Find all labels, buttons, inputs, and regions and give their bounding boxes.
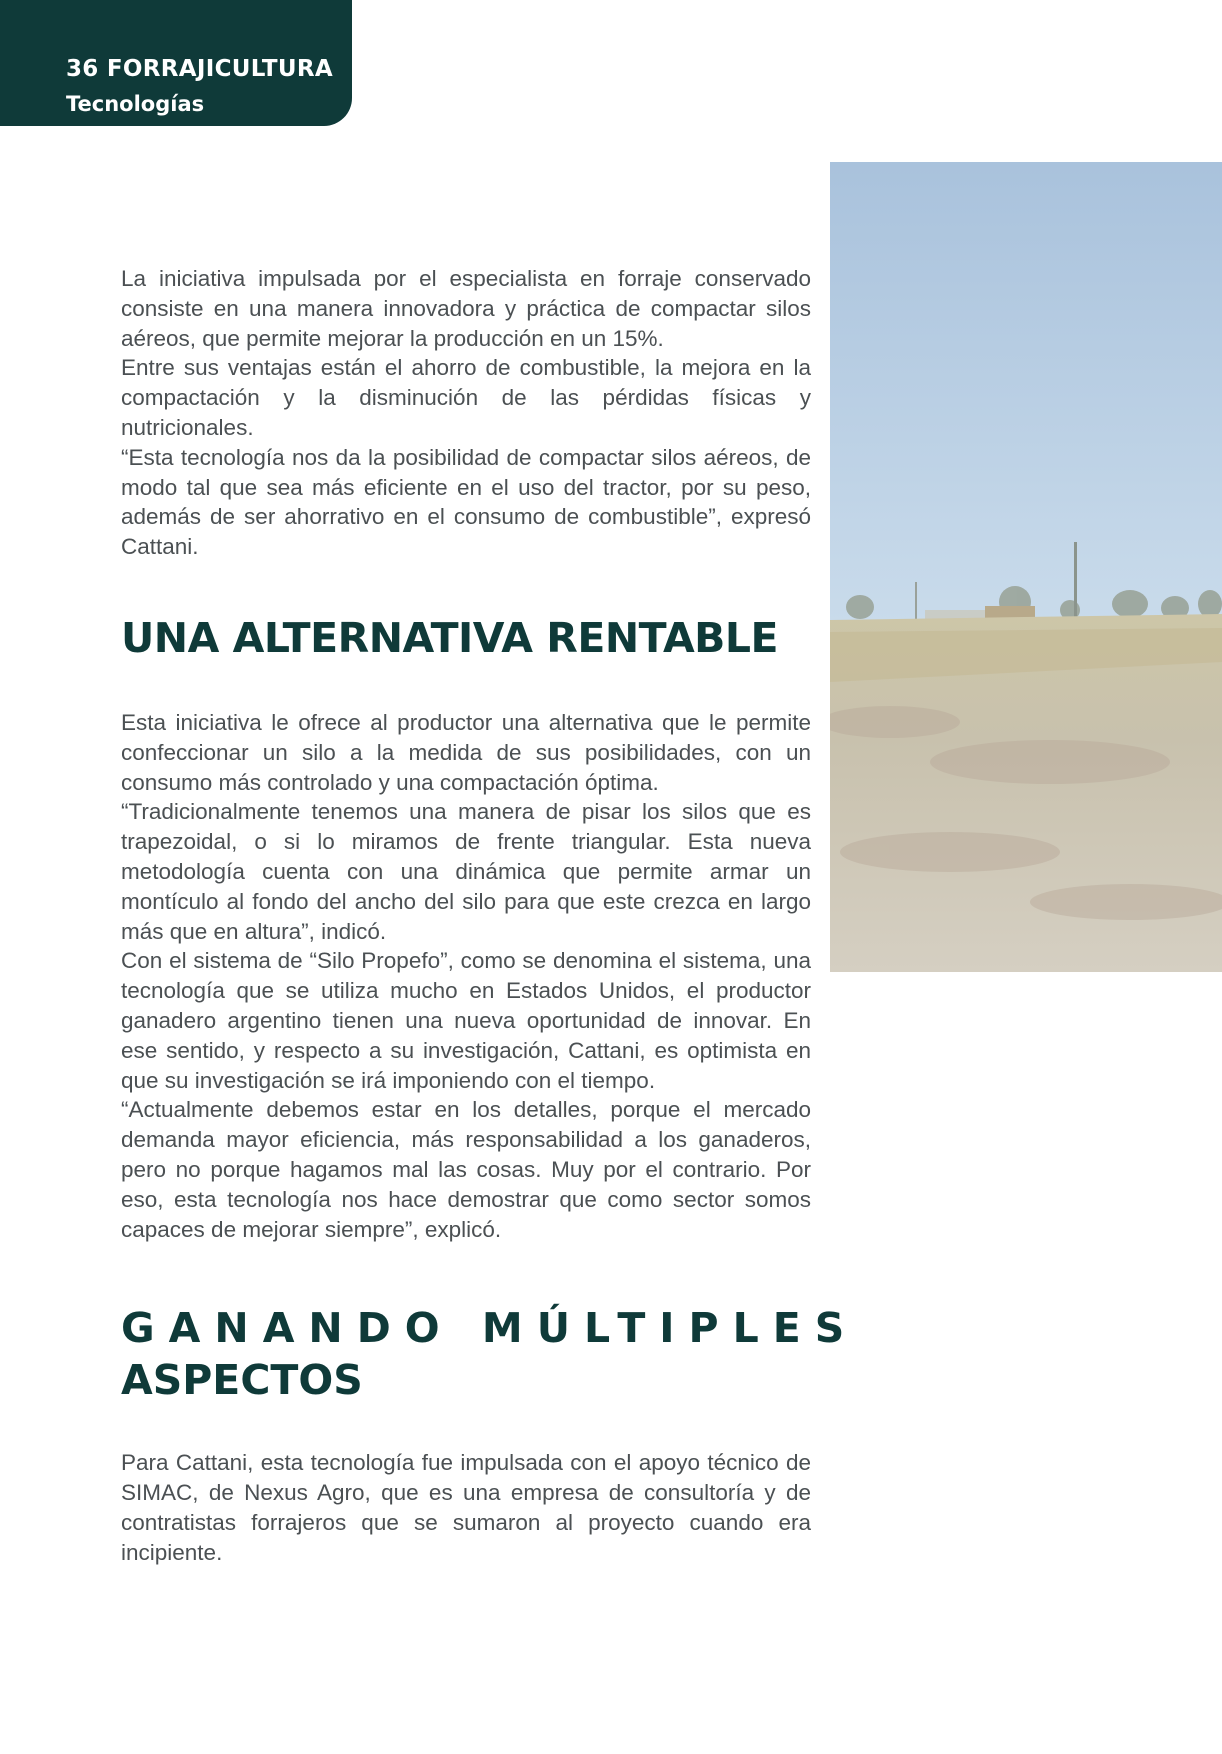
body-paragraph: “Tradicionalmente tenemos una manera de pisar los silos que es trapezoidal, o si lo miramos de frente triangular. Esta nueva metodología cuenta con una dinámica que permite armar un montículo al fondo del ancho del silo para que este crezca en largo más que en altura”, indicó. — [121, 799, 811, 944]
section-heading-ganando — [121, 1302, 859, 1406]
section-title: 36 FORRAJICULTURA — [66, 56, 333, 82]
body-paragraph: Para Cattani, esta tecnología fue impulsada con el apoyo técnico de SIMAC, de Nexus Agro, que es una empresa de consultoría y de contratistas forrajeros que se sumaron al proyecto cuando era incipiente. — [121, 1450, 811, 1565]
body-paragraph: Esta iniciativa le ofrece al productor una alternativa que le permite confeccionar un silo a la medida de sus posibilidades, con un consumo más controlado y una compactación óptima. — [121, 709, 811, 795]
section-heading-alternativa: UNA ALTERNATIVA RENTABLE — [121, 613, 779, 662]
heading-line-2: ASPECTOS — [121, 1356, 363, 1405]
intro-paragraph: “Esta tecnología nos da la posibilidad de compactar silos aéreos, de modo tal que sea más eficiente en el uso del tractor, por su peso, además de ser ahorrativo en el consumo de combustible”, expresó Cattani. — [121, 444, 811, 560]
heading-line-1: GANANDO MÚLTIPLES — [121, 1304, 859, 1353]
intro-paragraph: Entre sus ventajas están el ahorro de combustible, la mejora en la compactación y la disminución de las pérdidas físicas y nutricionales. — [121, 355, 811, 440]
body-paragraph: Con el sistema de “Silo Propefo”, como se denomina el sistema, una tecnología que se utiliza mucho en Estados Unidos, el productor ganadero argentino tienen una nueva oportunidad de innovar. En ese sentido, y respecto a su investigación, Cattani, es optimista en que su investigación se irá imponiendo con el tiempo. — [121, 948, 811, 1093]
article-body — [121, 264, 859, 1568]
body-paragraph: “Actualmente debemos estar en los detalles, porque el mercado demanda mayor eficiencia, más responsabilidad a los ganaderos, pero no porque hagamos mal las cosas. Muy por el contrario. Por eso, esta tecnología nos hace demostrar que como sector somos capaces de mejorar siempre”, explicó. — [121, 1097, 811, 1242]
intro-paragraph: La iniciativa impulsada por el especialista en forraje conservado consiste en una manera innovadora y práctica de compactar silos aéreos, que permite mejorar la producción en un 15%. — [121, 266, 811, 351]
field-silo-photo — [830, 162, 1222, 972]
section-subtitle: Tecnologías — [66, 92, 205, 116]
section-header-tab — [0, 0, 352, 126]
